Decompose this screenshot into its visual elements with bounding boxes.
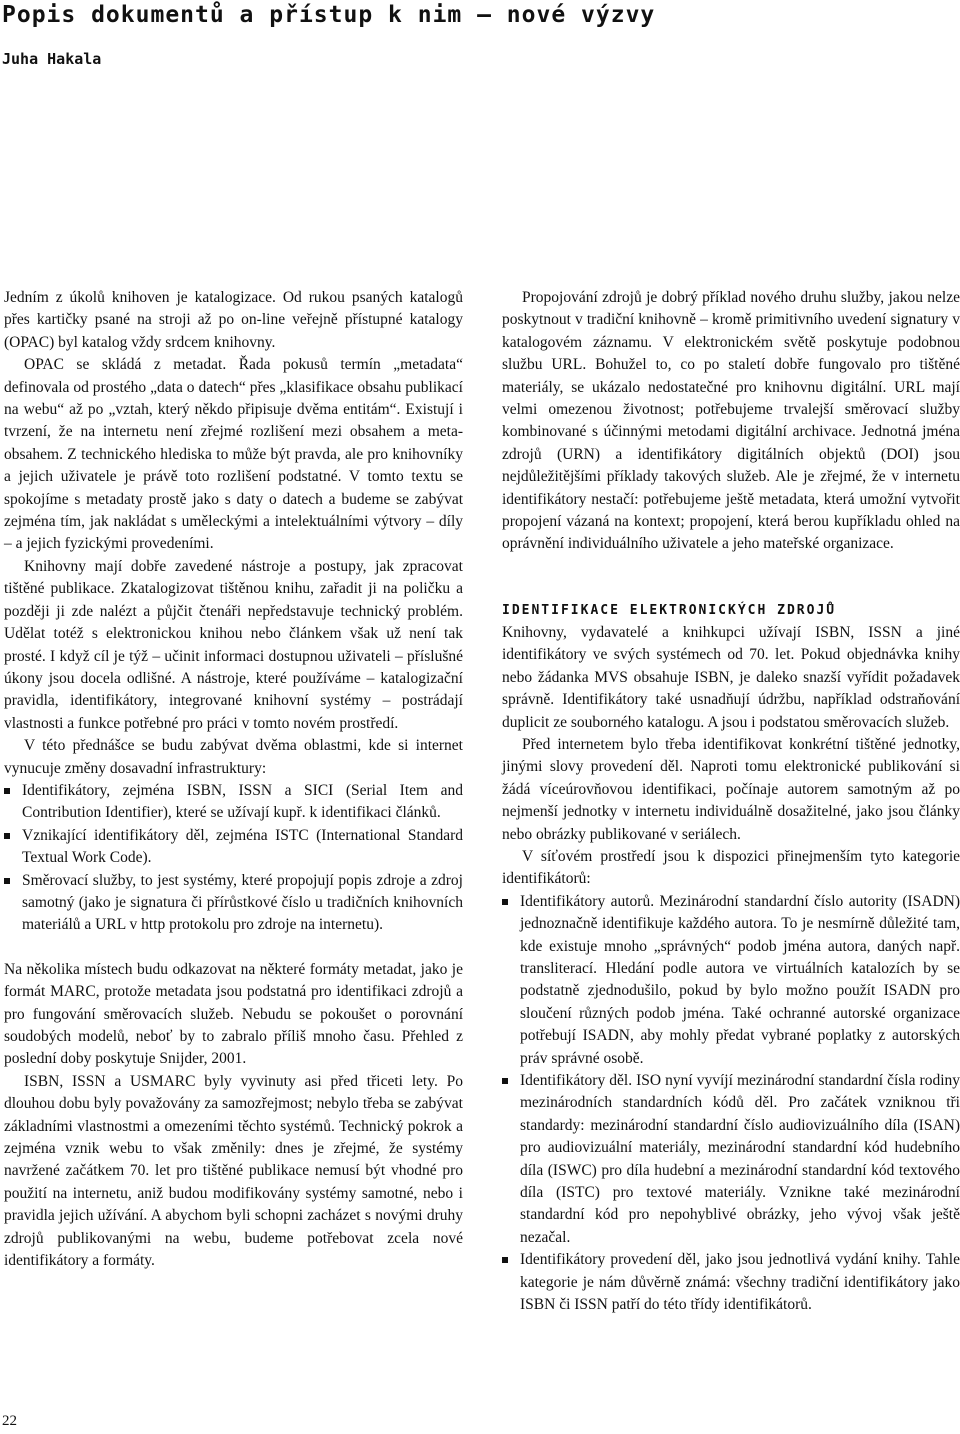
spacer: [4, 937, 463, 959]
paragraph: Knihovny, vydavatelé a knihkupci užívají ISBN, ISSN a jiné identifikátory ve svých systémech od 70. let. Pokud objednávka knihy nebo žádanka MVS obsahuje ISBN, je daleko snazší vyřídit požadavek správně. Identifikátory také usnadňují údržbu, například odstraňování duplicit ze souborného katalogu. A jsou i podstatou směrovacích služeb.: [502, 623, 960, 731]
list-item: Identifikátory děl. ISO nyní vyvíjí mezinárodní standardní čísla rodiny mezinárodních standardních kódů děl. Pro začátek vzniknou tři standardy: mezinárodní standardní číslo audiovizuálního díla (ISAN) pro audiovizuální materiály, mezinárodní standardní kód hudebního díla (ISWC) pro díla hudební a mezinárodní standardní kód textového díla (ISTC) pro textové materiály. Vznikne také mezinárodní standardní kód pro nepohyblivé obrázky, jeho vývoj však ještě nezačal.: [502, 1070, 960, 1249]
list-item: Identifikátory provedení děl, jako jsou jednotlivá vydání knihy. Tahle kategorie je nám důvěrně známá: všechny tradiční identifikátory jako ISBN či ISSN patří do této třídy identifikátorů.: [502, 1249, 960, 1316]
article-title: Popis dokumentů a přístup k nim – nové výzvy: [2, 2, 656, 28]
right-column: [502, 287, 960, 1316]
paragraph: OPAC se skládá z metadat. Řada pokusů termín „metadata“ definovala od prostého „data o datech“ přes „klasifikace obsahu publikací na webu“ až po „vztah, který někdo připisuje dvěma entitám“. Existují i tvrzení, že na internetu není zřejmé rozlišení mezi obsahem a meta-obsahem. Z technického hlediska to může být pravda, ale pro knihovníky a jejich uživatele je právě toto rozlišení podstatné. V tomto textu se spokojíme s metadaty prostě jako s daty o datech a budeme se zabývat zejména tím, jak nakládat s uměleckými a intelektuálními výtvory – díly – a jejich fyzickými provedeními.: [4, 356, 463, 553]
paragraph: ISBN, ISSN a USMARC byly vyvinuty asi před třiceti lety. Po dlouhou dobu byly považovány za samozřejmost; nebylo třeba se zabývat základními vlastnostmi a omezeními těchto systémů. Technický pokrok a zejména vznik webu to však změnily: dnes je zřejmé, že systémy navržené začátkem 70. let pro tištěné publikace nemusí být vhodné pro použití na internetu, aniž budou modifikovány systémy samotné, nebo i pravidla jejich užívání. A abychom byli schopni zacházet s novými druhy zdrojů publikovanými na webu, budeme potřebovat zcela nové identifikátory a formáty.: [4, 1072, 463, 1270]
paragraph: Propojování zdrojů je dobrý příklad nového druhu služby, jakou nelze poskytnout v tradiční knihovně – kromě primitivního uvedení signatury v katalogovém záznamu. V elektronickém světě poskytuje podobnou službu URL. Bohužel to, co po staletí dobře fungovalo pro tištěné materiály, se ukázalo nedostatečné pro knihovnu digitální. URL mají velmi omezenou životnost; potřebujeme trvalejší směrovací služby kombinované s účinnými metodami digitální archivace. Jednotná jména zdrojů (URN) a identifikátory digitálních objektů (DOI) jsou nejdůležitějšími příklady takových služeb. Ale je zřejmé, že v internetu identifikátory nestačí: potřebujeme ještě metadata, která umožní vytvořit propojení vázaná na kontext; propojení, která berou kupříkladu ohled na oprávnění individuálního uživatele a jeho mateřské organizace.: [502, 289, 960, 553]
bullet-list: [502, 891, 960, 1317]
left-column: [4, 287, 463, 1272]
list-item: Směrovací služby, to jest systémy, které propojují popis zdroje a zdroj samotný (jako je signatura či přírůstkové číslo u tradičních knihovních materiálů a URL v http protokolu pro zdroje na internetu).: [4, 870, 463, 937]
paragraph: Před internetem bylo třeba identifikovat konkrétní tištěné jednotky, jinými slovy provedení děl. Naproti tomu elektronické publikování si žádá víceúrovňovou identifikaci, počínaje autorem samotným až po nejmenší jednotky v internetu individuálně dosažitelné, jako jsou články nebo obrázky publikované v seriálech.: [502, 735, 960, 843]
list-item: Identifikátory autorů. Mezinárodní standardní číslo autority (ISADN) jednoznačně identifikuje každého autora. To je nesmírně důležité tam, kde existuje mnoho „správných“ podob jména autora, daných např. transliterací. Hledání podle autora ve virtuálních katalozích by se podstatně zjednodušilo, pokud by bylo možno použít ISADN pro sloučení různých podob jména. Také ochranné autorské organizace potřebují ISADN, aby mohly předat vybrané poplatky z autorských práv správné osobě.: [502, 891, 960, 1070]
author-name: Juha Hakala: [2, 50, 102, 68]
list-item: Vznikající identifikátory děl, zejména ISTC (International Standard Textual Work Code).: [4, 825, 463, 870]
bullet-list: [4, 780, 463, 937]
list-item: Identifikátory, zejména ISBN, ISSN a SICI (Serial Item and Contribution Identifier), které se užívají kupř. k identifikaci článků.: [4, 780, 463, 825]
paragraph: Knihovny mají dobře zavedené nástroje a postupy, jak zpracovat tištěné publikace. Zkatalogizovat tištěnou knihu, zařadit ji na poličku a později ji zde nalézt a půjčit čtenáři nepředstavuje technický problém. Udělat totéž s elektronickou knihou nebo článkem však už není tak prosté. I když cíl je týž – učinit informaci dostupnou uživateli – příslušné úkony jsou docela odlišné. A nástroje, které používáme – katalogizační pravidla, identifikátory, integrované knihovní systémy – postrádají vlastnosti a funkce potřebné pro práci v tomto novém prostředí.: [4, 557, 463, 732]
paragraph: Jedním z úkolů knihoven je katalogizace. Od rukou psaných katalogů přes kartičky psané na stroji až po on-line veřejně přístupné katalogy (OPAC) byl katalog vždy srdcem knihovny.: [4, 289, 463, 351]
paragraph: V této přednášce se budu zabývat dvěma oblastmi, kde si internet vynucuje změny dosavadní infrastruktury:: [4, 737, 463, 777]
paragraph: Na několika místech budu odkazovat na některé formáty metadat, jako je formát MARC, protože metadata jsou podstatná pro identifikaci zdrojů a pro fungování směrovacích služeb. Nebudu se pokoušet o porovnání soudobých modelů, neboť by to zabralo příliš mnoho času. Přehled z poslední doby poskytuje Snijder, 2001.: [4, 960, 463, 1068]
spacer: [502, 556, 960, 600]
paragraph: V síťovém prostředí jsou k dispozici přinejmenším tyto kategorie identifikátorů:: [502, 847, 960, 888]
page-number: 22: [2, 1413, 17, 1429]
section-heading: IDENTIFIKACE ELEKTRONICKÝCH ZDROJŮ: [502, 602, 837, 618]
